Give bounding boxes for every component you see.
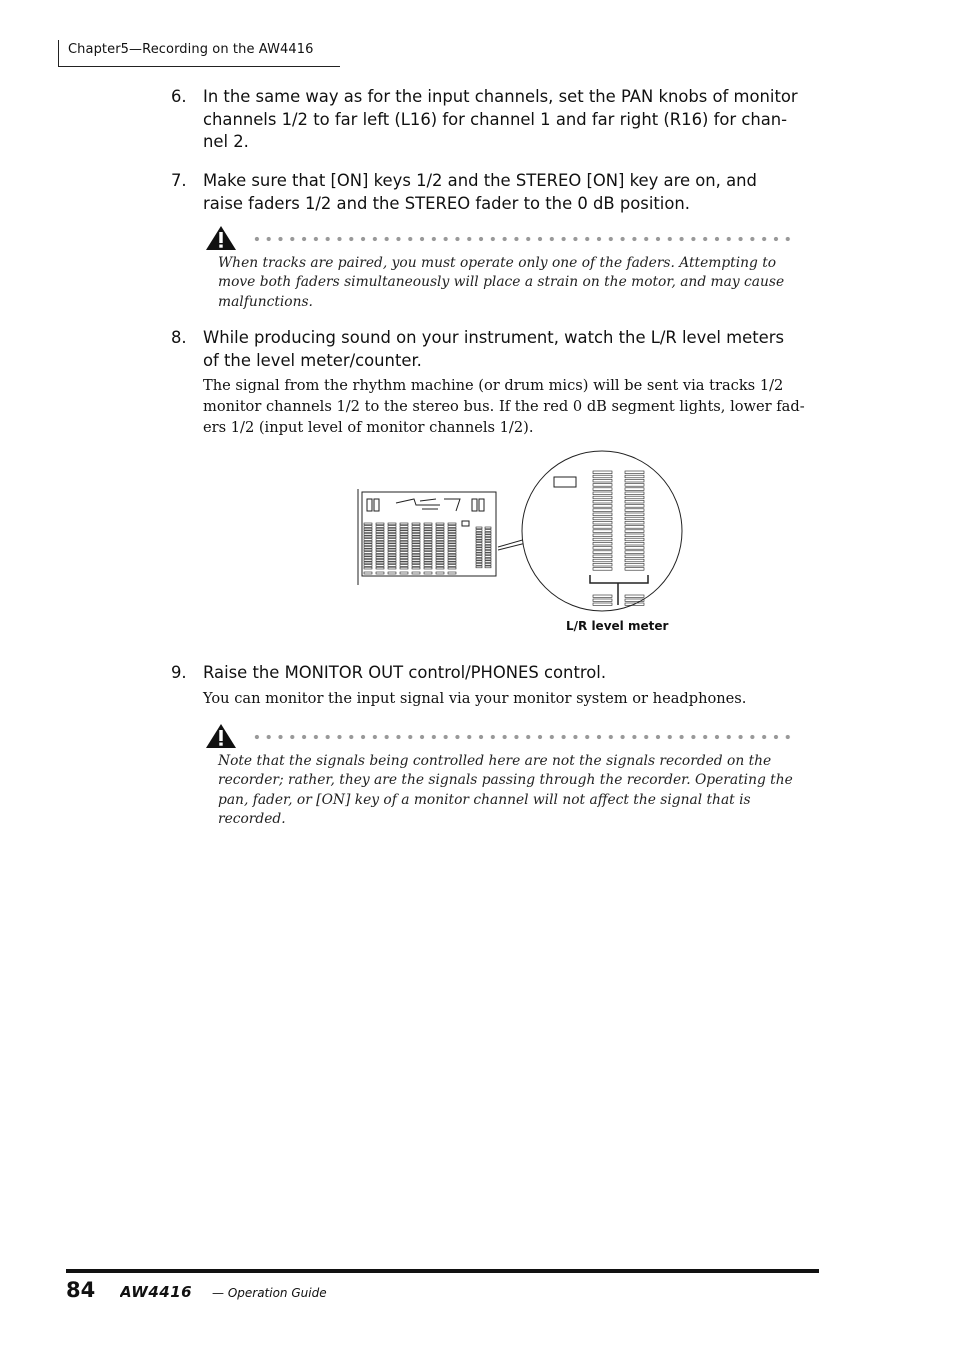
step-text: In the same way as for the input channels, set the PAN knobs of monitor channels 1/2 to far left (L16) for channel 1 and far right (R16) for chan- nel 2. [203,87,798,151]
body-paragraph: You can monitor the input signal via your monitor system or headphones. [203,690,747,707]
footer-rule [66,1269,819,1273]
level-meter-illustration [350,447,690,642]
dotted-rule [251,734,791,740]
caution-icon [205,723,237,749]
step-number: 7. [171,171,187,190]
body-paragraph: The signal from the rhythm machine (or drum mics) will be sent via tracks 1/2 monitor channels 1/2 to the stereo bus. If the red 0 dB segment lights, lower fad- ers 1/2 (input level of monitor channels 1/2). [203,377,805,436]
caution-icon [205,225,237,251]
step-number: 6. [171,87,187,106]
channel-meters [364,523,491,574]
guide-title: — Operation Guide [212,1286,327,1300]
figure-caption: L/R level meter [566,619,669,633]
aw4416-logo [120,1284,210,1300]
step-number: 9. [171,663,187,682]
chapter-header [58,40,340,67]
step-text: Make sure that [ON] keys 1/2 and the STEREO [ON] key are on, and raise faders 1/2 and the STEREO fader to the 0 dB position. [203,171,757,213]
step-number: 8. [171,328,187,347]
step-text: Raise the MONITOR OUT control/PHONES control. [203,663,607,682]
chapter-title: Chapter5—Recording on the AW4416 [68,42,314,57]
dotted-rule [251,236,791,242]
counter-digits [367,499,484,526]
page-number: 84 [66,1278,96,1302]
svg-text:AW4416: AW4416 [120,1284,193,1300]
caution-text: When tracks are paired, you must operate only one of the faders. Attempting to move both faders simultaneously will place a strain on the motor, and may cause malfunctions. [218,255,785,310]
caution-text: Note that the signals being controlled here are not the signals recorded on the recorder; rather, they are the signals passing through the recorder. Operating the pan, fader, or [ON] key of a monitor channel will not affect the signal that is recorded. [218,753,793,827]
step-text: While producing sound on your instrument, watch the L/R level meters of the level meter/counter. [203,328,785,370]
